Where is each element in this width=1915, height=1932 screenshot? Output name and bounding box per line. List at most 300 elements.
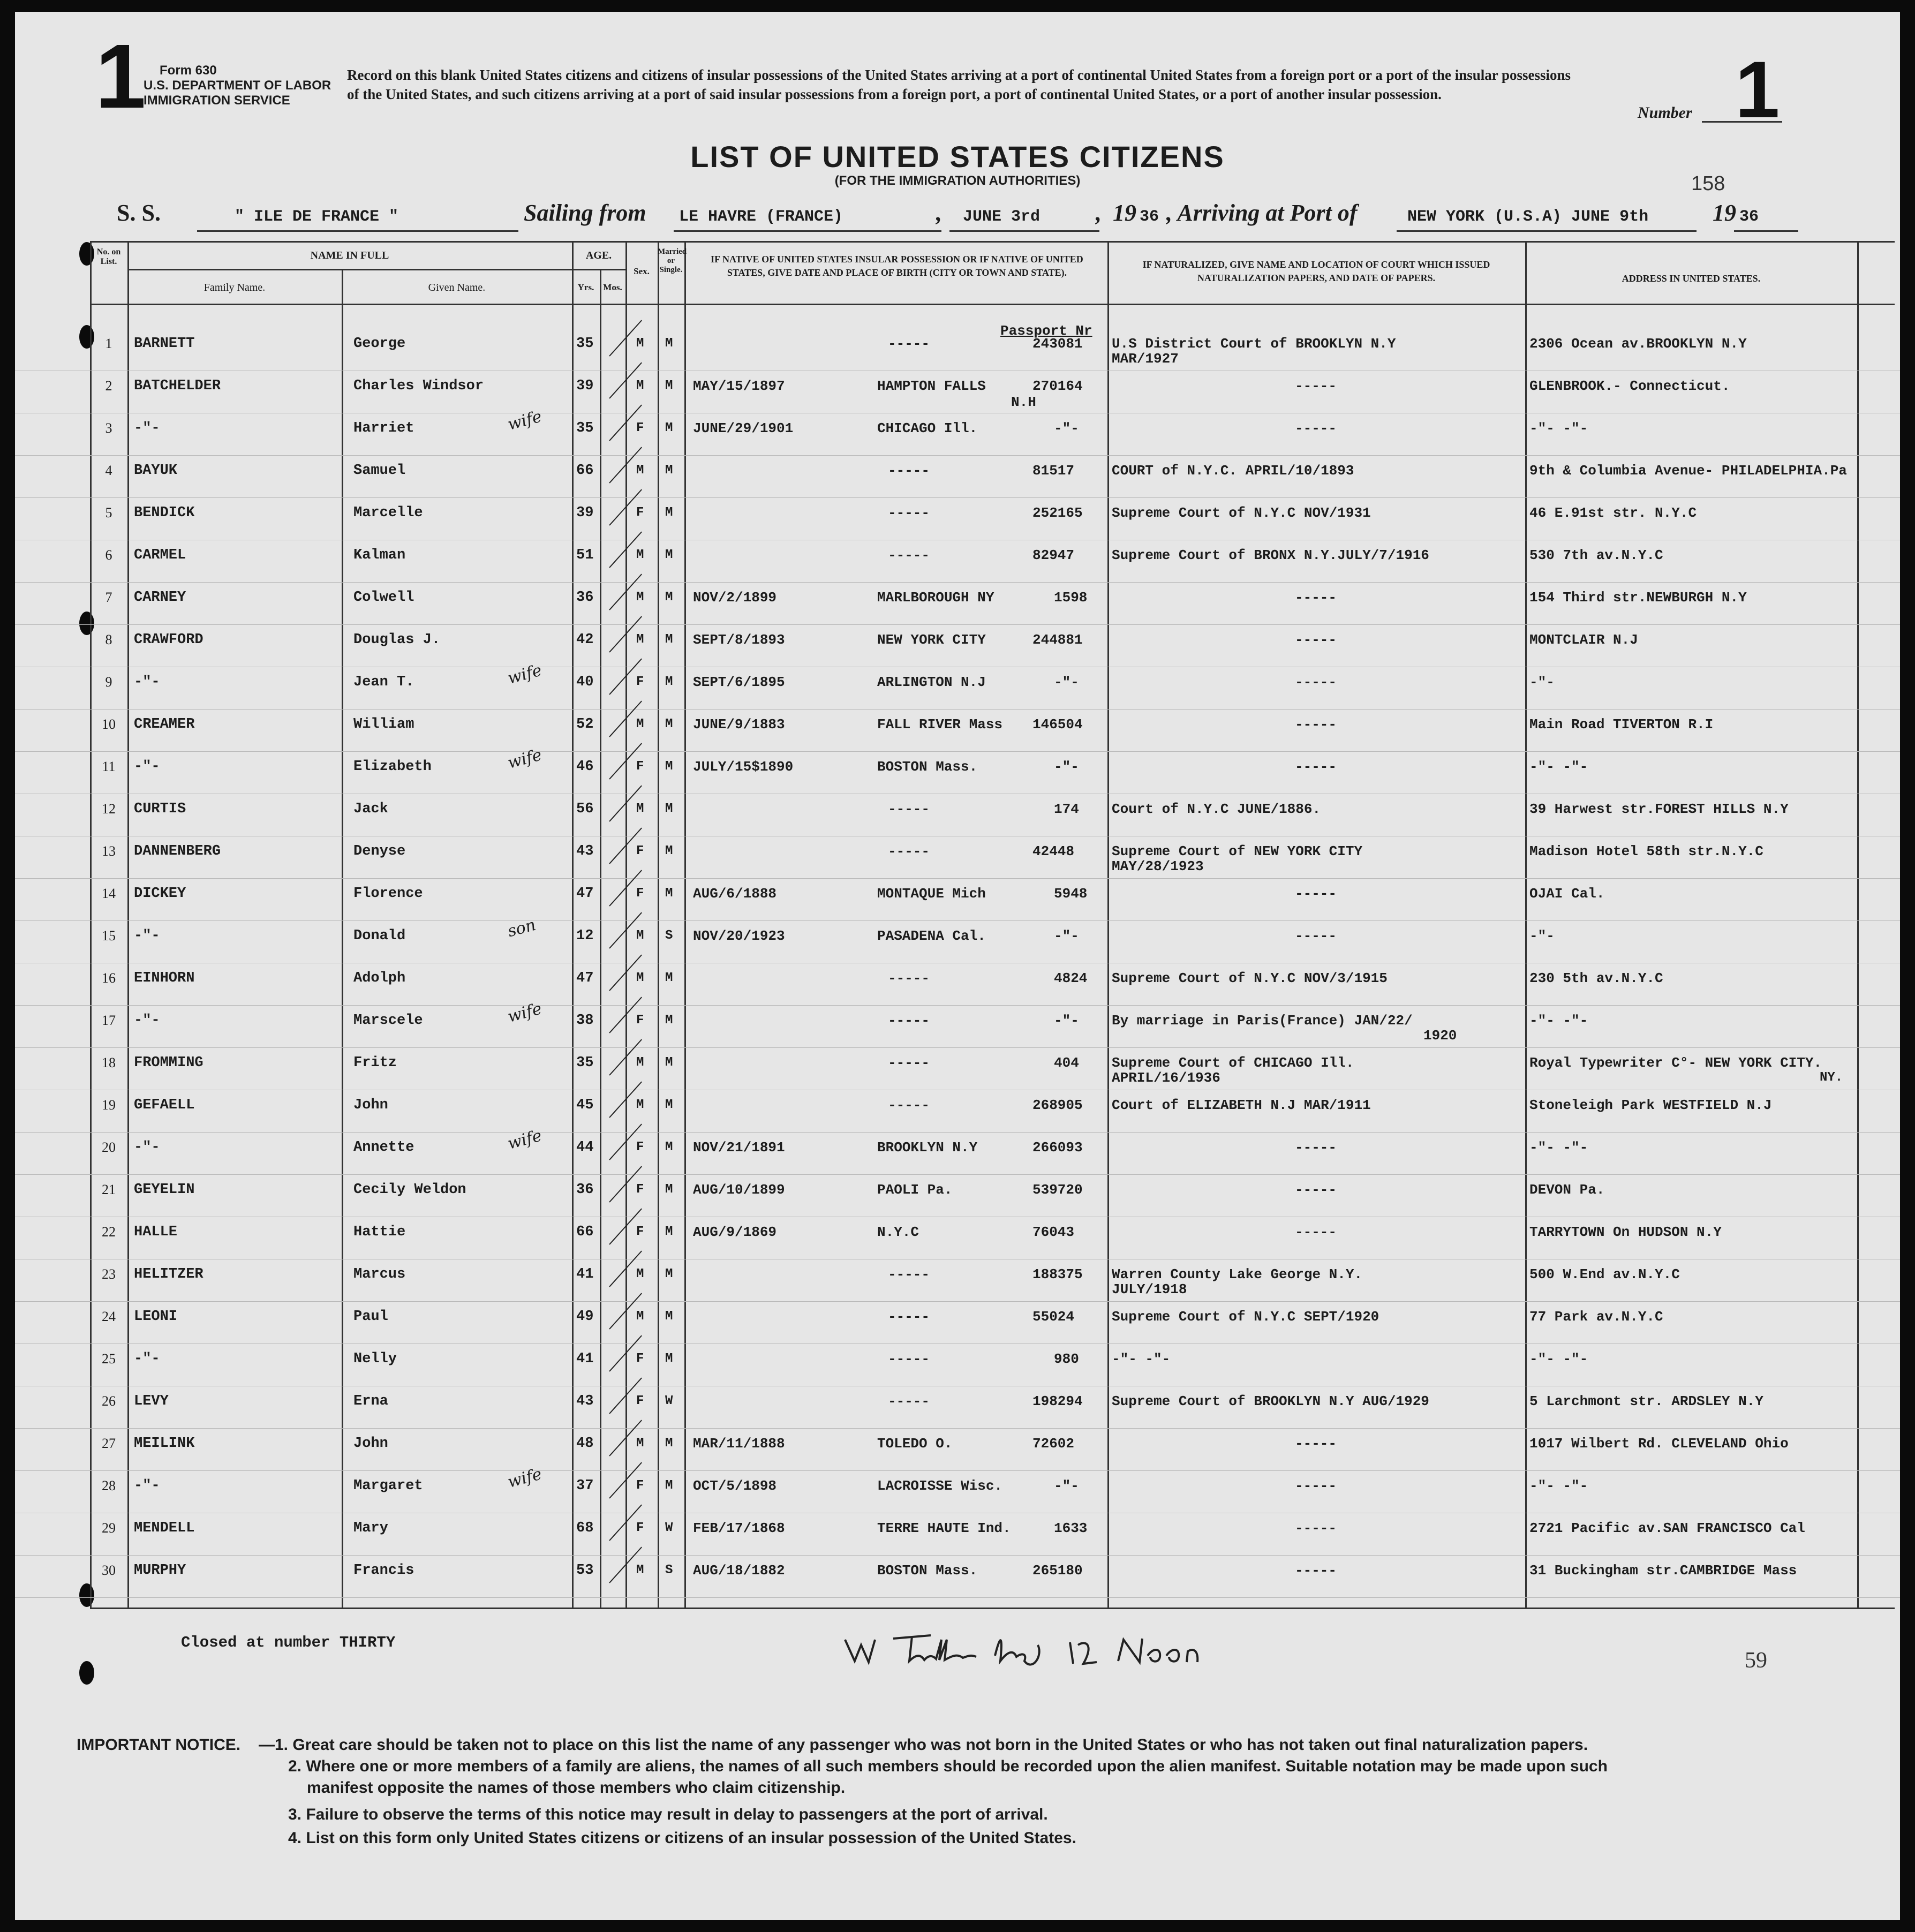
cell-family: -"- bbox=[134, 420, 160, 436]
cell-ms: M bbox=[665, 1140, 673, 1154]
cell-no: 15 bbox=[102, 928, 116, 944]
cell-ms: W bbox=[665, 1521, 673, 1535]
cell-age: 41 bbox=[576, 1351, 594, 1367]
cell-sex: F bbox=[636, 1225, 644, 1239]
relationship-note: wife bbox=[506, 1126, 544, 1153]
cell-age: 47 bbox=[576, 970, 594, 986]
cell-given: Hattie bbox=[353, 1224, 406, 1240]
cell-ms: M bbox=[665, 971, 673, 985]
cell-ms: M bbox=[665, 759, 673, 774]
cell-given: Charles Windsor bbox=[353, 378, 484, 394]
cell-sex: M bbox=[636, 548, 644, 562]
cell-address: Stoneleigh Park WESTFIELD N.J bbox=[1529, 1097, 1772, 1113]
relationship-note: son bbox=[506, 915, 538, 941]
cell-birth-date: SEPT/8/1893 bbox=[693, 632, 785, 648]
cell-court: COURT of N.Y.C. APRIL/10/1893 bbox=[1112, 463, 1354, 479]
cell-passport: 82947 bbox=[1032, 547, 1075, 563]
header-sex: Sex. bbox=[634, 266, 650, 276]
cell-sex: M bbox=[636, 929, 644, 943]
cell-age: 52 bbox=[576, 716, 594, 733]
cell-court: Court of ELIZABETH N.J MAR/1911 bbox=[1112, 1097, 1371, 1113]
cell-birth-date: NOV/20/1923 bbox=[693, 928, 785, 944]
form-info bbox=[144, 63, 331, 108]
cell-passport: 265180 bbox=[1032, 1563, 1083, 1579]
col-border bbox=[625, 241, 627, 1608]
cell-family: -"- bbox=[134, 759, 160, 775]
cell-family: CREAMER bbox=[134, 716, 195, 733]
cell-no: 22 bbox=[102, 1224, 116, 1240]
cell-court: ----- bbox=[1295, 886, 1337, 902]
cell-birth-place: BOSTON Mass. bbox=[877, 1563, 978, 1579]
cell-ms: M bbox=[665, 463, 673, 478]
document-title: LIST OF UNITED STATES CITIZENS bbox=[690, 140, 1225, 173]
cell-passport: 404 bbox=[1054, 1055, 1079, 1071]
cell-no: 2 bbox=[105, 378, 112, 394]
cell-passport: 268905 bbox=[1032, 1097, 1083, 1113]
cell-ms: M bbox=[665, 1436, 673, 1451]
row-divider bbox=[15, 1005, 1900, 1006]
header-given-name: Given Name. bbox=[428, 282, 486, 293]
row-divider bbox=[15, 1597, 1900, 1598]
row-divider bbox=[15, 709, 1900, 710]
signature-svg bbox=[840, 1624, 1204, 1672]
cell-no: 3 bbox=[105, 420, 112, 436]
cell-age: 66 bbox=[576, 463, 594, 479]
cell-court: Supreme Court of BROOKLYN N.Y AUG/1929 bbox=[1112, 1393, 1429, 1409]
cell-court: Warren County Lake George N.Y. bbox=[1112, 1266, 1363, 1282]
cell-given: Paul bbox=[353, 1309, 388, 1325]
cell-birth-date: AUG/6/1888 bbox=[693, 886, 777, 902]
cell-given: Annette bbox=[353, 1139, 414, 1156]
cell-address: -"- -"- bbox=[1529, 1013, 1588, 1029]
cell-birth-date: AUG/9/1869 bbox=[693, 1224, 777, 1240]
row-divider bbox=[15, 1132, 1900, 1133]
row-divider bbox=[15, 497, 1900, 498]
cell-court: ----- bbox=[1295, 759, 1337, 775]
row-divider bbox=[15, 1301, 1900, 1302]
cell-no: 5 bbox=[105, 505, 112, 520]
col-border bbox=[127, 241, 129, 1608]
cell-ms: M bbox=[665, 590, 673, 605]
cell-court: ----- bbox=[1295, 1224, 1337, 1240]
cell-family: MURPHY bbox=[134, 1563, 186, 1579]
relationship-note: wife bbox=[506, 1465, 544, 1492]
cell-birth-date: NOV/2/1899 bbox=[693, 590, 777, 606]
cell-ms: M bbox=[665, 1267, 673, 1281]
cell-sex: M bbox=[636, 1563, 644, 1578]
relationship-note: wife bbox=[506, 999, 544, 1027]
age-header-divider bbox=[572, 269, 625, 270]
cell-age: 36 bbox=[576, 1182, 594, 1198]
cell-address: 31 Buckingham str.CAMBRIDGE Mass bbox=[1529, 1563, 1797, 1579]
cell-no: 18 bbox=[102, 1055, 116, 1070]
cell-address: 5 Larchmont str. ARDSLEY N.Y bbox=[1529, 1393, 1763, 1409]
ship-underline bbox=[197, 230, 518, 232]
relationship-note: wife bbox=[506, 661, 544, 688]
cell-no: 19 bbox=[102, 1097, 116, 1113]
cell-no: 21 bbox=[102, 1182, 116, 1197]
header-age: AGE. bbox=[585, 250, 612, 261]
cell-passport: 188375 bbox=[1032, 1266, 1083, 1282]
cell-sex: M bbox=[636, 971, 644, 985]
cell-birth-date: AUG/10/1899 bbox=[693, 1182, 785, 1198]
header-bottom-border bbox=[90, 304, 1895, 305]
cell-passport: 4824 bbox=[1054, 970, 1088, 986]
form-number: Form 630 bbox=[160, 63, 217, 78]
cell-sex: M bbox=[636, 336, 644, 351]
cell-birth-date: MAY/15/1897 bbox=[693, 378, 785, 394]
comma: , bbox=[936, 200, 942, 226]
cell-ms: M bbox=[665, 1182, 673, 1197]
arriving-label: , Arriving at Port of bbox=[1166, 200, 1358, 226]
cell-given: John bbox=[353, 1097, 388, 1113]
cell-birth-date: NOV/21/1891 bbox=[693, 1139, 785, 1156]
closing-text: Closed at number THIRTY bbox=[181, 1634, 396, 1651]
cell-passport: 1633 bbox=[1054, 1520, 1088, 1536]
col-border bbox=[1857, 241, 1859, 1608]
cell-sex: F bbox=[636, 844, 644, 858]
cell-sex: M bbox=[636, 717, 644, 731]
cell-address: 9th & Columbia Avenue- PHILADELPHIA.Pa bbox=[1529, 463, 1847, 479]
cell-family: MENDELL bbox=[134, 1520, 195, 1536]
cell-no: 16 bbox=[102, 970, 116, 986]
cell-court: ----- bbox=[1295, 1182, 1337, 1198]
ship-name: " ILE DE FRANCE " bbox=[235, 208, 399, 226]
cell-given: Jean T. bbox=[353, 674, 414, 690]
cell-family: CURTIS bbox=[134, 801, 186, 817]
cell-birth-place: CHICAGO Ill. bbox=[877, 420, 978, 436]
cell-ms: W bbox=[665, 1394, 673, 1408]
header-birth: IF NATIVE OF UNITED STATES INSULAR POSSESSION OR IF NATIVE OF UNITED STATES, GIVE DATE AND PLACE OF BIRTH (CITY OR TOWN AND STATE). bbox=[711, 254, 1083, 278]
cell-sex: M bbox=[636, 632, 644, 647]
cell-sex: F bbox=[636, 675, 644, 689]
col-border bbox=[1525, 241, 1527, 1608]
cell-given: Denyse bbox=[353, 843, 406, 859]
name-header-divider bbox=[127, 269, 572, 270]
cell-given: Kalman bbox=[353, 547, 406, 563]
cell-sex: F bbox=[636, 505, 644, 520]
cell-family: -"- bbox=[134, 1351, 160, 1367]
cell-family: CRAWFORD bbox=[134, 632, 203, 648]
cell-address: 2721 Pacific av.SAN FRANCISCO Cal bbox=[1529, 1520, 1805, 1536]
cell-address: Main Road TIVERTON R.I bbox=[1529, 716, 1714, 733]
cell-sex: F bbox=[636, 421, 644, 435]
cell-family: HALLE bbox=[134, 1224, 178, 1240]
cell-address: MONTCLAIR N.J bbox=[1529, 632, 1638, 648]
cell-birth-place: ----- bbox=[888, 336, 930, 352]
relationship-note: wife bbox=[506, 407, 544, 434]
page-number: 59 bbox=[1745, 1648, 1767, 1673]
cell-birth-place: HAMPTON FALLS bbox=[877, 378, 986, 394]
cell-family: MEILINK bbox=[134, 1436, 195, 1452]
cell-passport: -"- bbox=[1054, 674, 1079, 690]
cell-birth-place: ----- bbox=[888, 1393, 930, 1409]
cell-no: 6 bbox=[105, 547, 112, 563]
cell-no: 20 bbox=[102, 1139, 116, 1155]
cell-family: -"- bbox=[134, 1139, 160, 1156]
cell-family: BENDICK bbox=[134, 505, 195, 521]
cell-court: ----- bbox=[1295, 1563, 1337, 1579]
cell-ms: M bbox=[665, 886, 673, 901]
cell-no: 13 bbox=[102, 843, 116, 859]
cell-sex: M bbox=[636, 1436, 644, 1451]
cell-birth-place: ----- bbox=[888, 843, 930, 859]
relationship-note: wife bbox=[506, 745, 544, 773]
cell-given: Adolph bbox=[353, 970, 406, 986]
cell-ms: M bbox=[665, 844, 673, 858]
cell-age: 37 bbox=[576, 1478, 594, 1494]
cell-sex: M bbox=[636, 590, 644, 605]
cell-ms: M bbox=[665, 548, 673, 562]
cell-age: 68 bbox=[576, 1520, 594, 1536]
row-divider bbox=[15, 582, 1900, 583]
cell-age: 51 bbox=[576, 547, 594, 563]
cell-court: ----- bbox=[1295, 674, 1337, 690]
cell-birth-place: ----- bbox=[888, 970, 930, 986]
cell-court: U.S District Court of BROOKLYN N.Y bbox=[1112, 336, 1396, 352]
cell-given: Cecily Weldon bbox=[353, 1182, 466, 1198]
cell-passport: 252165 bbox=[1032, 505, 1083, 521]
cell-birth-date: MAR/11/1888 bbox=[693, 1436, 785, 1452]
cell-no: 7 bbox=[105, 590, 112, 605]
cell-court: By marriage in Paris(France) JAN/22/ bbox=[1112, 1013, 1413, 1029]
cell-age: 42 bbox=[576, 632, 594, 648]
cell-sex: F bbox=[636, 1394, 644, 1408]
cell-court: ----- bbox=[1295, 716, 1337, 733]
cell-birth-place: ----- bbox=[888, 505, 930, 521]
cell-age: 49 bbox=[576, 1309, 594, 1325]
number-label: Number bbox=[1638, 104, 1692, 122]
cell-sex: M bbox=[636, 1267, 644, 1281]
cell-birth-place: NEW YORK CITY bbox=[877, 632, 986, 648]
cell-address: GLENBROOK.- Connecticut. bbox=[1529, 378, 1730, 394]
cell-passport: 76043 bbox=[1032, 1224, 1075, 1240]
header-passport: Passport Nr bbox=[1000, 323, 1092, 339]
cell-age: 56 bbox=[576, 801, 594, 817]
cell-court: ----- bbox=[1295, 378, 1337, 394]
cell-court: ----- bbox=[1295, 1139, 1337, 1156]
manifest-page bbox=[15, 12, 1900, 1920]
cell-ms: M bbox=[665, 802, 673, 816]
cell-age: 66 bbox=[576, 1224, 594, 1240]
cell-ms: M bbox=[665, 632, 673, 647]
cell-birth-place: TOLEDO O. bbox=[877, 1436, 953, 1452]
cell-court: ----- bbox=[1295, 1478, 1337, 1494]
cell-passport: 270164 bbox=[1032, 378, 1083, 394]
sailing-from-label: Sailing from bbox=[524, 200, 646, 226]
cell-age: 12 bbox=[576, 928, 594, 944]
cell-court: ----- bbox=[1295, 590, 1337, 606]
page-stamp: 158 bbox=[1691, 172, 1725, 195]
cell-family: LEONI bbox=[134, 1309, 178, 1325]
cell-court: Supreme Court of CHICAGO Ill. bbox=[1112, 1055, 1354, 1071]
cell-birth-place: MONTAQUE Mich bbox=[877, 886, 986, 902]
cell-court: ----- bbox=[1295, 420, 1337, 436]
cell-birth-date: JUNE/9/1883 bbox=[693, 716, 785, 733]
cell-court-line2: MAY/28/1923 bbox=[1112, 858, 1204, 874]
cell-family: FROMMING bbox=[134, 1055, 203, 1071]
cell-given: Marscele bbox=[353, 1013, 423, 1029]
header-married-single: Married or Single. bbox=[658, 247, 687, 274]
cell-given: William bbox=[353, 716, 414, 733]
notice-item-2: 2. Where one or more members of a family are aliens, the names of all such members should be recorded upon the alien manifest. Suitable notation may be made upon such bbox=[288, 1757, 1608, 1775]
cell-address: 2306 Ocean av.BROOKLYN N.Y bbox=[1529, 336, 1747, 352]
row-divider bbox=[15, 878, 1900, 879]
cell-ms: M bbox=[665, 336, 673, 351]
header-number: No. on List. bbox=[96, 247, 121, 266]
notice-label: IMPORTANT NOTICE. bbox=[77, 1736, 241, 1754]
cell-no: 23 bbox=[102, 1266, 116, 1282]
header-family-name: Family Name. bbox=[203, 282, 266, 293]
cell-passport: 198294 bbox=[1032, 1393, 1083, 1409]
cell-family: CARNEY bbox=[134, 590, 186, 606]
cell-family: -"- bbox=[134, 674, 160, 690]
cell-family: GEFAELL bbox=[134, 1097, 195, 1113]
cell-address: Royal Typewriter C°- NEW YORK CITY. bbox=[1529, 1055, 1822, 1071]
cell-sex: F bbox=[636, 1478, 644, 1493]
table-top-border bbox=[90, 241, 1895, 243]
port-underline bbox=[674, 230, 941, 232]
cell-birth-place: PAOLI Pa. bbox=[877, 1182, 953, 1198]
cell-passport: -"- bbox=[1054, 420, 1079, 436]
cell-sex: M bbox=[636, 1309, 644, 1324]
cell-court-line2: JULY/1918 bbox=[1112, 1281, 1187, 1297]
cell-address: -"- -"- bbox=[1529, 759, 1588, 775]
row-divider bbox=[15, 1174, 1900, 1175]
cell-family: DANNENBERG bbox=[134, 843, 221, 859]
cell-passport: 146504 bbox=[1032, 716, 1083, 733]
cell-sex: F bbox=[636, 1013, 644, 1028]
cell-given: George bbox=[353, 336, 406, 352]
cell-family: -"- bbox=[134, 928, 160, 944]
comma: , bbox=[1096, 200, 1102, 226]
cell-passport: 55024 bbox=[1032, 1309, 1075, 1325]
cell-birth-place: ----- bbox=[888, 1309, 930, 1325]
cell-sex: F bbox=[636, 759, 644, 774]
notice-item-1: —1. Great care should be taken not to place on this list the name of any passenger who was not born in the United States or who has not taken out final naturalization papers. bbox=[259, 1736, 1588, 1754]
cell-ms: M bbox=[665, 717, 673, 731]
cell-address: 500 W.End av.N.Y.C bbox=[1529, 1266, 1680, 1282]
cell-given: Marcus bbox=[353, 1266, 406, 1282]
cell-address: -"- bbox=[1529, 928, 1555, 944]
cell-birth-place: MARLBOROUGH NY bbox=[877, 590, 994, 606]
row-divider bbox=[15, 751, 1900, 752]
cell-court: Court of N.Y.C JUNE/1886. bbox=[1112, 801, 1321, 817]
cell-given: Nelly bbox=[353, 1351, 397, 1367]
inspector-signature bbox=[840, 1624, 1204, 1674]
cell-address: 46 E.91st str. N.Y.C bbox=[1529, 505, 1697, 521]
col-border bbox=[1107, 241, 1109, 1608]
cell-no: 25 bbox=[102, 1351, 116, 1367]
cell-given: Jack bbox=[353, 801, 388, 817]
service-line: IMMIGRATION SERVICE bbox=[144, 93, 290, 108]
cell-birth-place: ----- bbox=[888, 1266, 930, 1282]
cell-age: 45 bbox=[576, 1097, 594, 1113]
cell-passport: 42448 bbox=[1032, 843, 1075, 859]
cell-given: Samuel bbox=[353, 463, 406, 479]
cell-birth-place: ARLINGTON N.J bbox=[877, 674, 986, 690]
cell-no: 10 bbox=[102, 716, 116, 732]
cell-birth-date: JUNE/29/1901 bbox=[693, 420, 794, 436]
cell-address: DEVON Pa. bbox=[1529, 1182, 1605, 1198]
cell-sex: F bbox=[636, 886, 644, 901]
cell-address: -"- -"- bbox=[1529, 1351, 1588, 1367]
cell-family: GEYELIN bbox=[134, 1182, 195, 1198]
cell-address: OJAI Cal. bbox=[1529, 886, 1605, 902]
row-divider bbox=[15, 1428, 1900, 1429]
cell-family: BATCHELDER bbox=[134, 378, 221, 394]
cell-address-line2: NY. bbox=[1820, 1070, 1843, 1085]
row-divider bbox=[15, 624, 1900, 625]
col-border bbox=[658, 241, 659, 1608]
cell-ms: M bbox=[665, 675, 673, 689]
cell-ms: S bbox=[665, 1563, 673, 1578]
row-divider bbox=[15, 1555, 1900, 1556]
cell-birth-place: TERRE HAUTE Ind. bbox=[877, 1520, 1011, 1536]
cell-passport: 174 bbox=[1054, 801, 1079, 817]
cell-no: 24 bbox=[102, 1309, 116, 1324]
cell-birth-place-line2: N.H bbox=[1011, 394, 1036, 410]
notice-item-3: 3. Failure to observe the terms of this notice may result in delay to passengers at the port of arrival. bbox=[288, 1806, 1048, 1823]
department-line: U.S. DEPARTMENT OF LABOR bbox=[144, 78, 331, 93]
header-months: Mos. bbox=[603, 282, 622, 292]
cell-birth-place: BROOKLYN N.Y bbox=[877, 1139, 978, 1156]
cell-no: 27 bbox=[102, 1436, 116, 1451]
list-number-left: 1 bbox=[95, 26, 146, 127]
cell-age: 40 bbox=[576, 674, 594, 690]
cell-no: 29 bbox=[102, 1520, 116, 1536]
punch-hole bbox=[79, 612, 94, 635]
cell-sex: M bbox=[636, 463, 644, 478]
sailing-date: JUNE 3rd bbox=[963, 208, 1041, 226]
cell-no: 9 bbox=[105, 674, 112, 690]
cell-passport: 539720 bbox=[1032, 1182, 1083, 1198]
cell-birth-place: ----- bbox=[888, 801, 930, 817]
cell-sex: M bbox=[636, 379, 644, 393]
cell-ms: M bbox=[665, 505, 673, 520]
cell-birth-place: ----- bbox=[888, 1351, 930, 1367]
cell-no: 4 bbox=[105, 463, 112, 478]
cell-sex: F bbox=[636, 1140, 644, 1154]
cell-ms: M bbox=[665, 1098, 673, 1112]
cell-court: Supreme Court of N.Y.C NOV/1931 bbox=[1112, 505, 1371, 521]
cell-court: -"- -"- bbox=[1112, 1351, 1171, 1367]
cell-no: 1 bbox=[105, 336, 112, 351]
cell-given: Douglas J. bbox=[353, 632, 441, 648]
cell-address: -"- -"- bbox=[1529, 1139, 1588, 1156]
punch-hole bbox=[79, 1583, 94, 1607]
cell-birth-place: ----- bbox=[888, 1013, 930, 1029]
cell-given: John bbox=[353, 1436, 388, 1452]
cell-age: 48 bbox=[576, 1436, 594, 1452]
cell-age: 43 bbox=[576, 1393, 594, 1409]
cell-sex: F bbox=[636, 1352, 644, 1366]
cell-given: Francis bbox=[353, 1563, 414, 1579]
cell-passport: -"- bbox=[1054, 1013, 1079, 1029]
notice-item-4: 4. List on this form only United States citizens or citizens of an insular possession of the United States. bbox=[288, 1829, 1076, 1847]
cell-birth-date: OCT/5/1898 bbox=[693, 1478, 777, 1494]
cell-address: 1017 Wilbert Rd. CLEVELAND Ohio bbox=[1529, 1436, 1789, 1452]
cell-given: Florence bbox=[353, 886, 423, 902]
cell-ms: M bbox=[665, 421, 673, 435]
cell-ms: S bbox=[665, 929, 673, 943]
cell-given: Elizabeth bbox=[353, 759, 432, 775]
arrival-underline bbox=[1397, 230, 1697, 232]
cell-no: 28 bbox=[102, 1478, 116, 1493]
cell-passport: 81517 bbox=[1032, 463, 1075, 479]
cell-given: Margaret bbox=[353, 1478, 423, 1494]
instructions-text: Record on this blank United States citizens and citizens of insular possessions of the United States arriving at a port of continental United States from a foreign port or a port of the insular possessions of the United States, and such citizens arriving at a port of said insular possessions from a foreign port, a port of continental United States, or a port of another insular possession. bbox=[347, 67, 1571, 102]
